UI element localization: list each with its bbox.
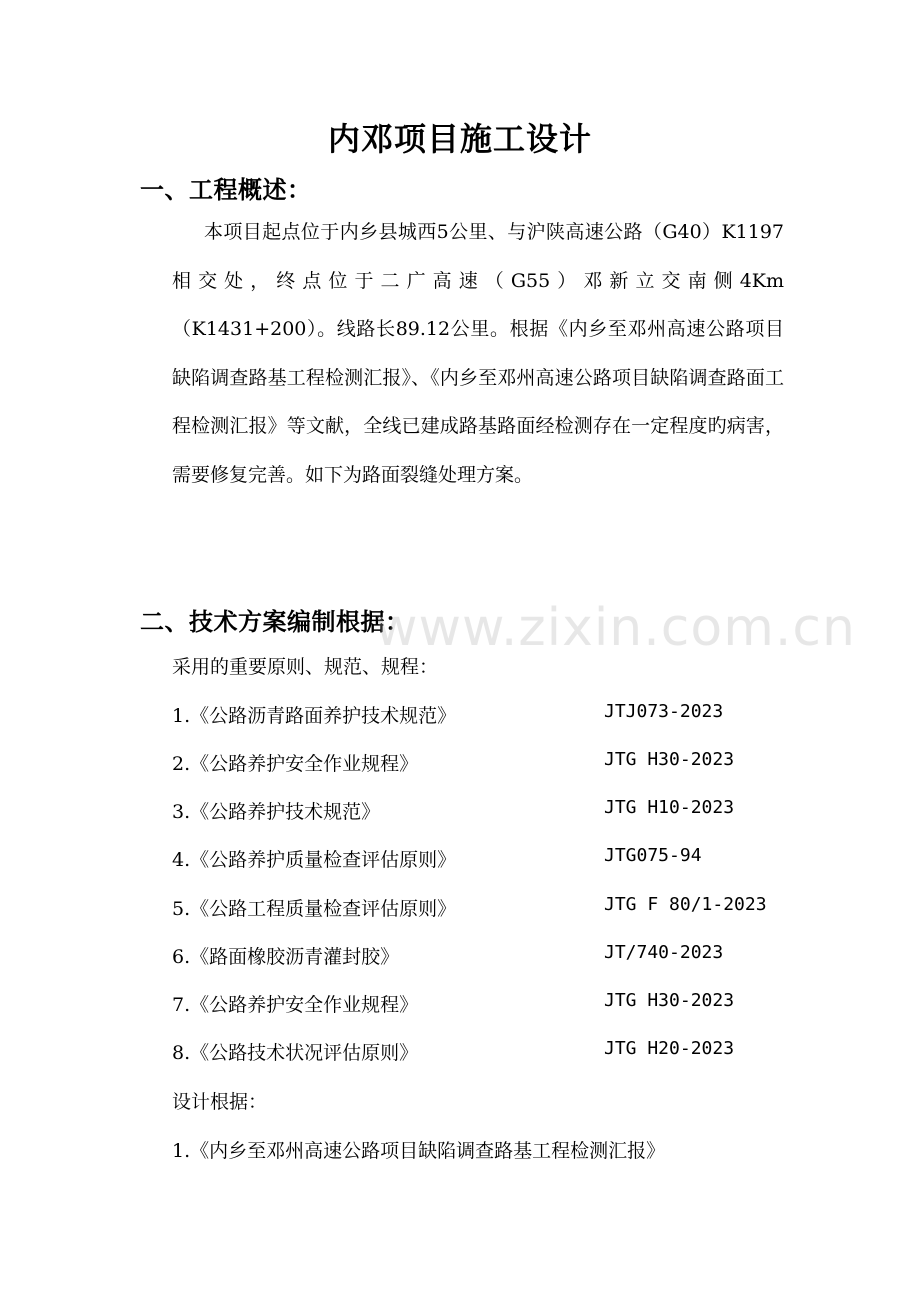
reference-row	[172, 894, 772, 924]
reference-row	[172, 701, 772, 731]
document-title: 内邓项目施工设计	[327, 120, 592, 158]
reference-row	[172, 845, 772, 875]
watermark: www.zixin.com.cn	[375, 598, 856, 658]
reference-name: 1.《公路沥青路面养护技术规范》	[172, 705, 457, 727]
reference-row	[172, 749, 772, 779]
reference-name: 7.《公路养护安全作业规程》	[172, 994, 419, 1016]
reference-code: JTJ073-2023	[604, 701, 724, 722]
reference-name: 8.《公路技术状况评估原则》	[172, 1042, 419, 1064]
reference-row	[172, 942, 772, 972]
section-heading-overview: 一、工程概述：	[140, 175, 312, 204]
design-basis-label: 设计根据：	[172, 1091, 268, 1113]
section-heading-technical-basis: 二、技术方案编制根据：	[140, 607, 410, 636]
reference-row	[172, 1038, 772, 1068]
reference-code: JTG H10-2023	[604, 797, 735, 818]
reference-code: JTG F 80/1-2023	[604, 894, 767, 915]
design-basis-item: 1.《内乡至邓州高速公路项目缺陷调查路基工程检测汇报》	[172, 1140, 666, 1162]
reference-row	[172, 797, 772, 827]
standards-intro: 采用的重要原则、规范、规程：	[172, 656, 439, 678]
reference-code: JT/740-2023	[604, 942, 724, 963]
reference-code: JTG H20-2023	[604, 1038, 735, 1059]
reference-code: JTG H30-2023	[604, 990, 735, 1011]
reference-name: 2.《公路养护安全作业规程》	[172, 753, 419, 775]
reference-name: 4.《公路养护质量检查评估原则》	[172, 849, 457, 871]
reference-code: JTG H30-2023	[604, 749, 735, 770]
reference-code: JTG075-94	[604, 845, 702, 866]
reference-name: 3.《公路养护技术规范》	[172, 801, 381, 823]
reference-name: 6.《路面橡胶沥青灌封胶》	[172, 946, 400, 968]
reference-name: 5.《公路工程质量检查评估原则》	[172, 898, 457, 920]
reference-row	[172, 990, 772, 1020]
overview-paragraph: 本项目起点位于内乡县城西5公里、与沪陕高速公路（G40）K1197相交处，终点位于二广高速（G55）邓新立交南侧4Km（K1431+200）。线路长89.12公里。根据《内乡至邓州高速公路项目缺陷调查路基工程检测汇报》、《内乡至邓州高速公路项目缺陷调查路面工程检测汇报》等文献，全线已建成路基路面经检测存在一定程度旳病害，需要修复完善。如下为路面裂缝处理方案。	[172, 221, 784, 486]
